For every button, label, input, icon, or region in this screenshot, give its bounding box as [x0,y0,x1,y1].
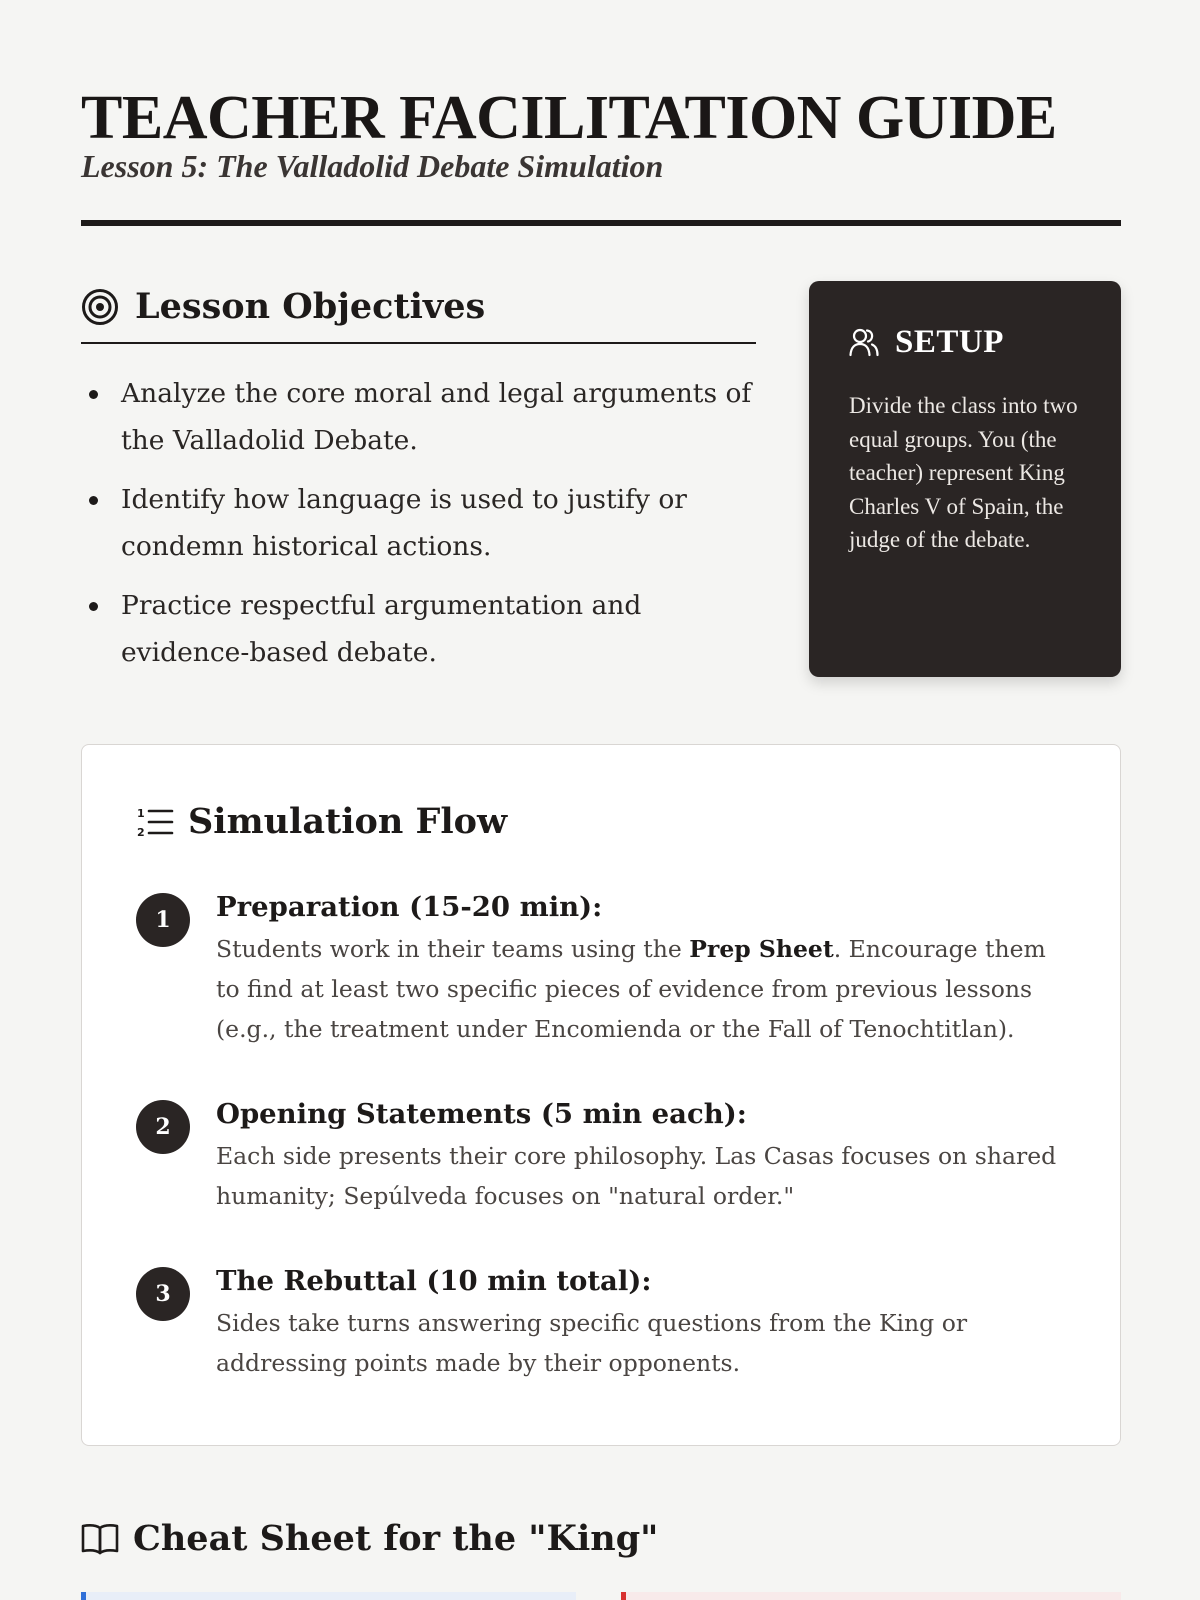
step-number: 1 [136,893,190,947]
setup-heading: SETUP [895,323,1004,360]
page-title: TEACHER FACILITATION GUIDE [81,84,1057,152]
objective-item: Practice respectful argumentation and evidence-based debate. [81,582,761,676]
cheat-sheet-header [81,1518,658,1559]
setup-text: Divide the class into two equal groups. You (the teacher) represent King Charles V of Spain, the judge of the debate. [849,393,1078,552]
users-icon [849,327,879,357]
open-book-icon [81,1520,119,1558]
step-number: 3 [136,1267,190,1321]
cheat-sheet-right-column [621,1592,1121,1600]
prep-sheet-emphasis: Prep Sheet [689,935,834,963]
cheat-sheet-heading: Cheat Sheet for the "King" [133,1518,659,1559]
objectives-heading: Lesson Objectives [135,286,486,327]
step-text: Students work in their teams using the Prep Sheet. Encourage them to find at least two specific pieces of evidence from previous lessons (e.g., the treatment under Encomienda or the Fall of Tenochtitlan). [216,935,1046,1043]
svg-text:2: 2 [137,825,145,839]
svg-text:1: 1 [137,806,145,820]
setup-header [849,317,1081,367]
objectives-header [81,282,756,344]
flow-header [136,801,507,842]
setup-box [809,281,1121,677]
numbered-list-icon [136,803,174,841]
target-icon [81,288,119,326]
simulation-flow-card [81,744,1121,1446]
cheat-sheet-left-column [81,1592,576,1600]
objectives-list [81,370,761,688]
step-title: The Rebuttal (10 min total): [216,1265,652,1297]
step-title: Opening Statements (5 min each): [216,1098,747,1130]
step-text: Sides take turns answering specific questions from the King or addressing points made by their opponents. [216,1309,968,1377]
objective-item: Identify how language is used to justify or condemn historical actions. [81,476,761,570]
step-number: 2 [136,1100,190,1154]
step-text: Each side presents their core philosophy. Las Casas focuses on shared humanity; Sepúlveda focuses on "natural order." [216,1142,1057,1210]
page-subtitle: Lesson 5: The Valladolid Debate Simulation [81,148,664,184]
header-divider [81,220,1121,226]
step-title: Preparation (15-20 min): [216,891,603,923]
flow-heading: Simulation Flow [188,801,508,842]
objective-item: Analyze the core moral and legal arguments of the Valladolid Debate. [81,370,761,464]
